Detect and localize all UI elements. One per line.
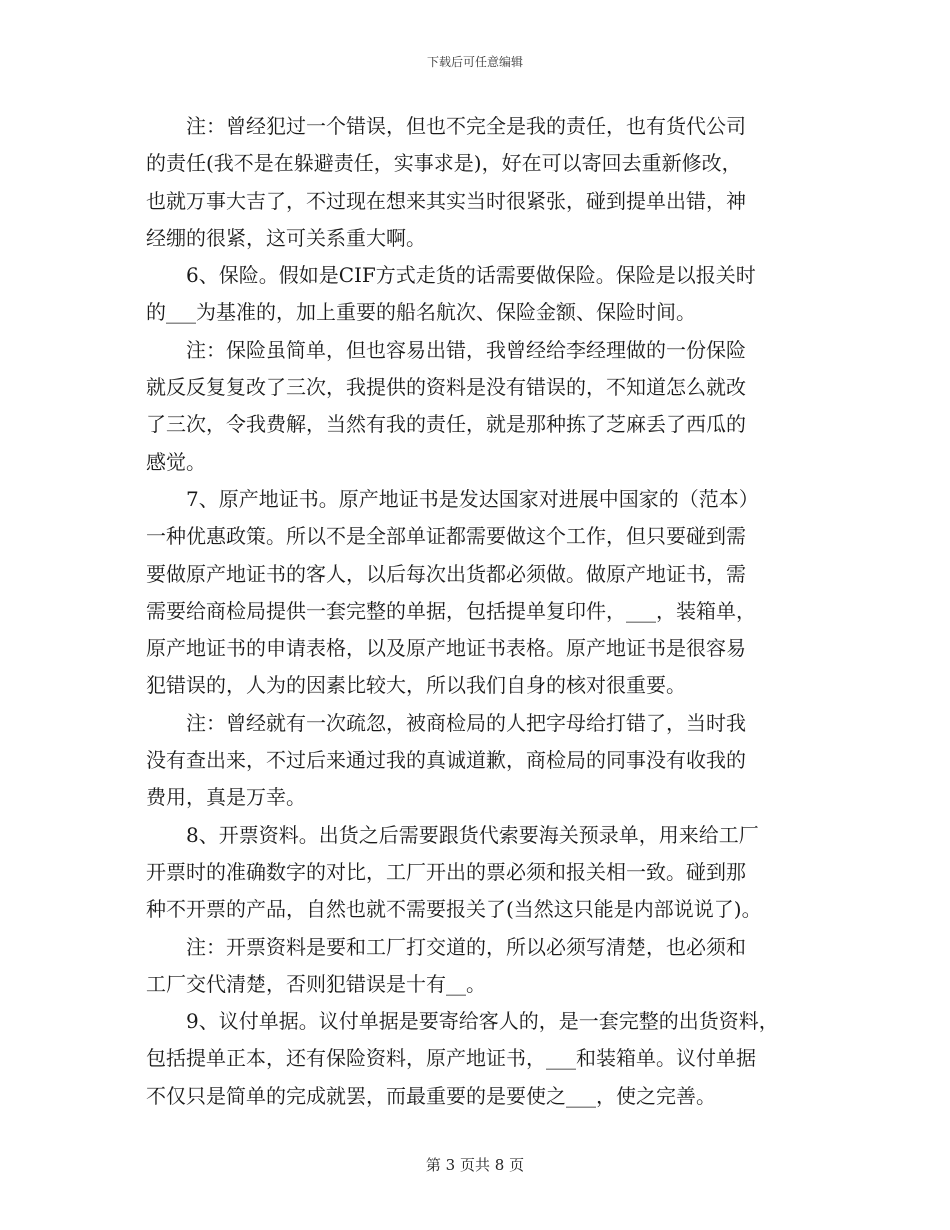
text-line: 6、保险。假如是CIF方式走货的话需要做保险。保险是以报关时 [186,263,756,288]
paragraph-note-bill-of-lading [146,108,816,257]
paragraph-insurance [146,257,816,332]
paragraph-certificate-of-origin [146,481,816,705]
text-line: 经绷的很紧，这可关系重大啊。 [146,225,426,250]
text-line: 包括提单正本，还有保险资料，原产地证书，___和装箱单。议付单据 [146,1046,756,1071]
text-line: 注：保险虽简单，但也容易出错，我曾经给李经理做的一份保险 [186,337,746,362]
text-line: 的责任(我不是在躲避责任，实事求是)，好在可以寄回去重新修改， [146,151,742,176]
text-line: 要做原产地证书的客人，以后每次出货都必须做。做原产地证书，需 [146,561,746,586]
text-line: 不仅只是简单的完成就罢，而最重要的是要使之___，使之完善。 [146,1083,716,1108]
page-number: 第 3 页共 8 页 [425,1156,525,1174]
text-line: 工厂交代清楚，否则犯错误是十有__。 [146,971,486,996]
page-header: 下载后可任意编辑 [426,55,523,69]
text-line: 注：曾经就有一次疏忽，被商检局的人把字母给打错了，当时我 [186,710,746,735]
text-line: 就反反复复改了三次，我提供的资料是没有错误的，不知道怎么就改 [146,375,746,400]
text-line: 需要给商检局提供一套完整的单据，包括提单复印件，___，装箱单， [146,598,756,623]
text-line: 原产地证书的申请表格，以及原产地证书表格。原产地证书是很容易 [146,636,746,661]
text-line: 犯错误的，人为的因素比较大，所以我们自身的核对很重要。 [146,673,686,698]
paragraph-note-insurance [146,332,816,481]
text-line: 费用，真是万幸。 [146,785,306,810]
text-line: 一种优惠政策。所以不是全部单证都需要做这个工作，但只要碰到需 [146,524,746,549]
text-line: 感觉。 [146,449,206,474]
document-body [146,108,816,1115]
text-line: 9、议付单据。议付单据是要寄给客人的，是一套完整的出货资料， [186,1009,779,1034]
paragraph-negotiation-documents [146,1003,816,1115]
paragraph-note-invoicing [146,929,816,1004]
text-line: 注：开票资料是要和工厂打交道的，所以必须写清楚，也必须和 [186,934,746,959]
paragraph-invoicing-data [146,817,816,929]
text-line: 开票时的准确数字的对比，工厂开出的票必须和报关相一致。碰到那 [146,859,746,884]
text-line: 种不开票的产品，自然也就不需要报关了(当然这只能是内部说说了)。 [146,897,762,922]
text-line: 也就万事大吉了，不过现在想来其实当时很紧张，碰到提单出错，神 [146,188,746,213]
paragraph-note-certificate [146,705,816,817]
text-line: 8、开票资料。出货之后需要跟货代索要海关预录单，用来给工厂 [186,822,759,847]
text-line: 注：曾经犯过一个错误，但也不完全是我的责任，也有货代公司 [186,114,746,138]
text-line: 没有查出来，不过后来通过我的真诚道歉，商检局的同事没有收我的 [146,748,746,773]
text-line: 了三次，令我费解，当然有我的责任，就是那种拣了芝麻丢了西瓜的 [146,412,746,437]
text-line: 的___为基准的，加上重要的船名航次、保险金额、保险时间。 [146,300,696,325]
text-line: 7、原产地证书。原产地证书是发达国家对进展中国家的（范本） [186,486,759,511]
